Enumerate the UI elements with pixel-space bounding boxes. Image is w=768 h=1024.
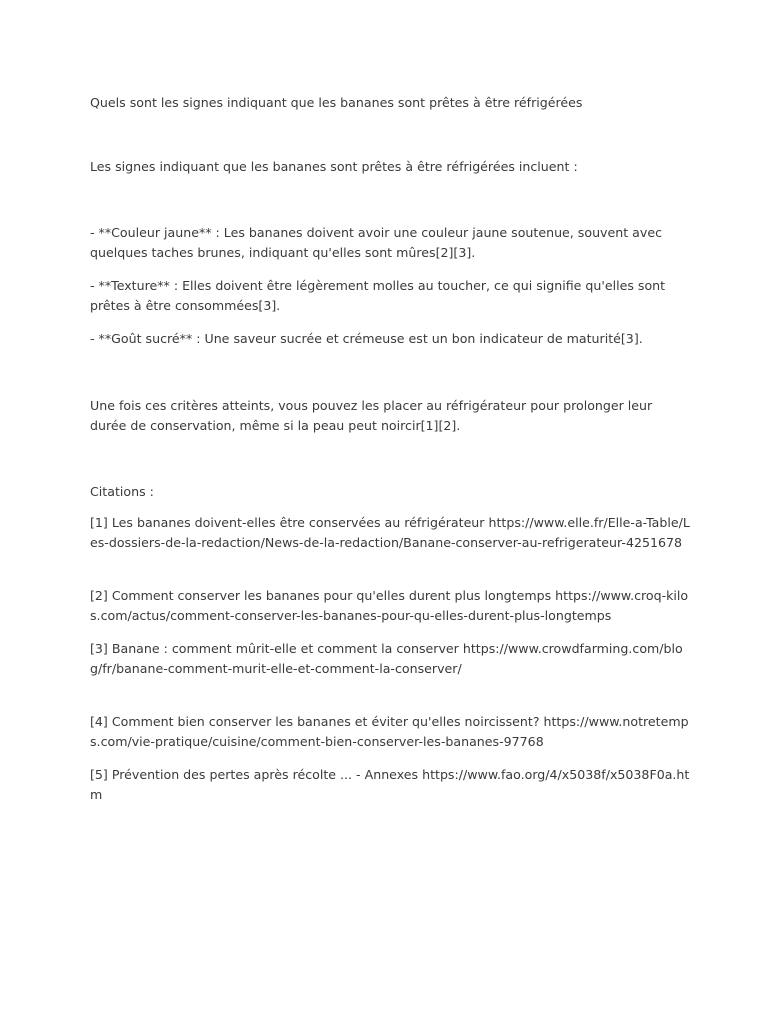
citation-item: [2] Comment conserver les bananes pour qu'elles durent plus longtemps https://www.croq-kilos.com/actus/comment-conserver-les-bananes-pour-qu-elles-durent-plus-longtemps (90, 588, 689, 623)
question-heading: Quels sont les signes indiquant que les bananes sont prêtes à être réfrigérées (90, 95, 583, 110)
citation-item: [4] Comment bien conserver les bananes et éviter qu'elles noircissent? https://www.notretemps.com/vie-pratique/cuisine/comment-bien-conserver-les-bananes-97768 (90, 714, 689, 749)
citation-item: [3] Banane : comment mûrit-elle et comment la conserver https://www.crowdfarming.com/blog/fr/banane-comment-murit-elle-et-comment-la-conserver/ (90, 641, 683, 676)
sign-taste: - **Goût sucré** : Une saveur sucrée et crémeuse est un bon indicateur de maturité[3]. (90, 331, 643, 346)
citation-item: [1] Les bananes doivent-elles être conservées au réfrigérateur https://www.elle.fr/Elle-a-Table/Les-dossiers-de-la-redaction/News-de-la-redaction/Banane-conserver-au-refrigerateur-4251678 (90, 515, 690, 550)
citation-item: [5] Prévention des pertes après récolte ... - Annexes https://www.fao.org/4/x5038f/x5038F0a.htm (90, 767, 690, 802)
sign-color: - **Couleur jaune** : Les bananes doivent avoir une couleur jaune soutenue, souvent avec quelques taches brunes, indiquant qu'elles sont mûres[2][3]. (90, 225, 663, 260)
sign-texture: - **Texture** : Elles doivent être légèrement molles au toucher, ce qui signifie qu'elles sont prêtes à être consommées[3]. (90, 278, 666, 313)
intro-paragraph: Les signes indiquant que les bananes sont prêtes à être réfrigérées incluent : (90, 159, 578, 174)
citations-heading: Citations : (90, 484, 154, 499)
conclusion-paragraph: Une fois ces critères atteints, vous pouvez les placer au réfrigérateur pour prolonger leur durée de conservation, même si la peau peut noircir[1][2]. (90, 398, 653, 433)
